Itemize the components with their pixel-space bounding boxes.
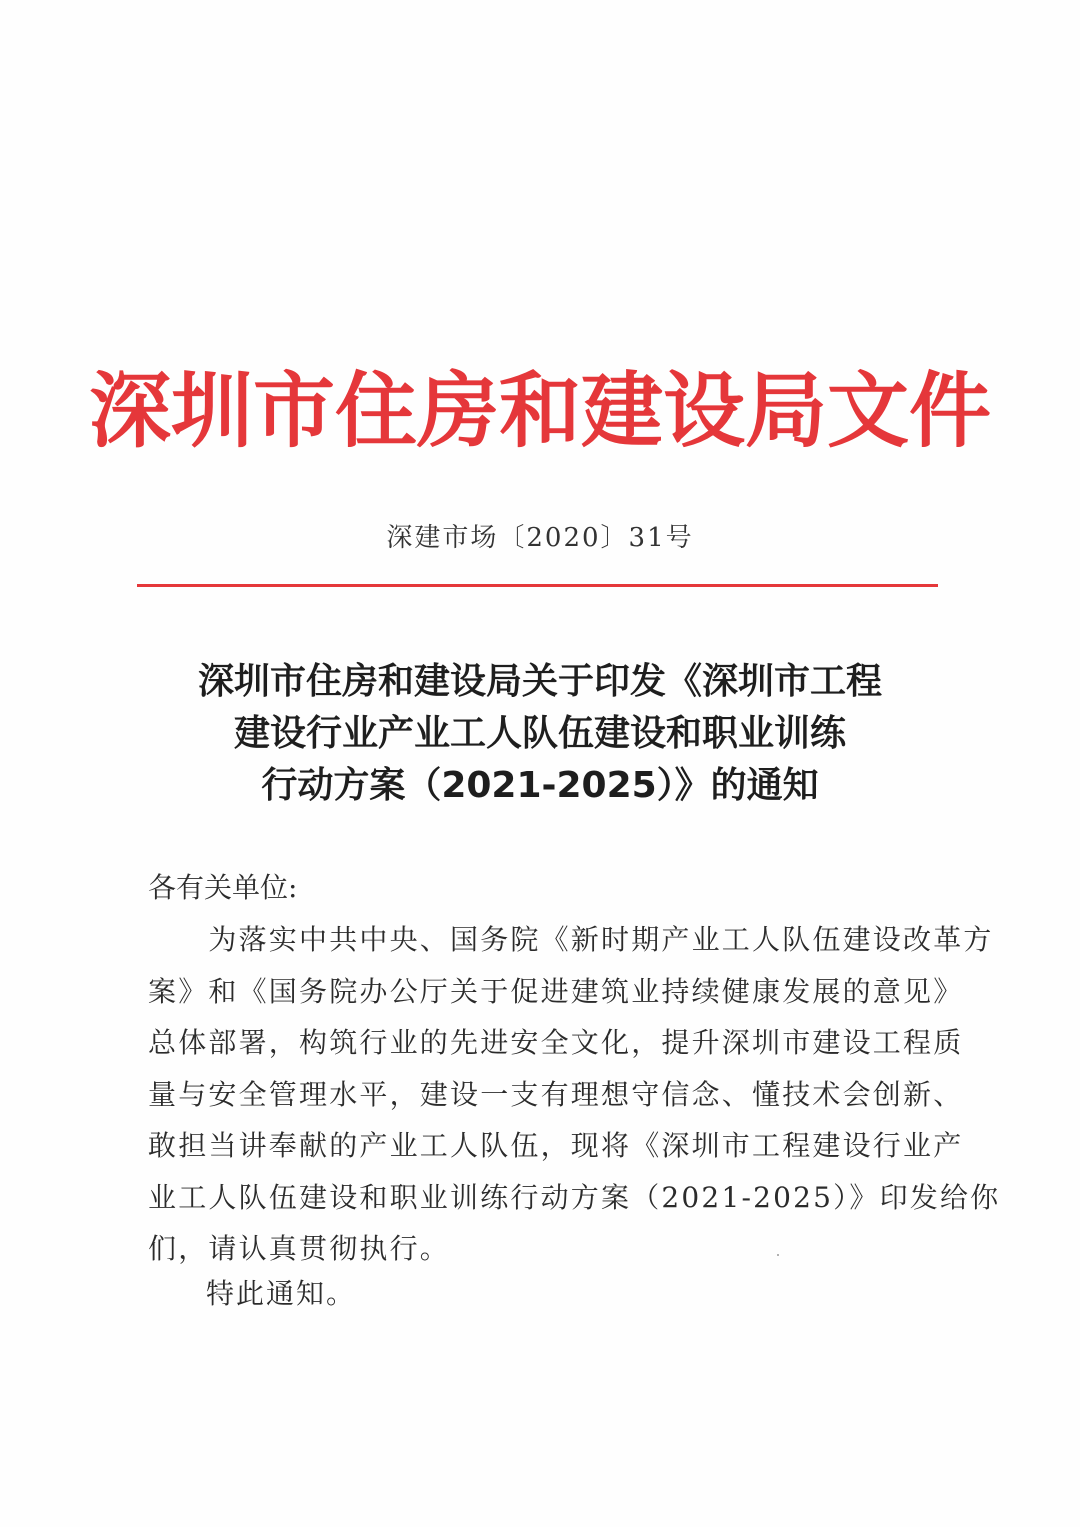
addressee: 各有关单位:	[148, 871, 298, 904]
red-divider-line	[137, 584, 938, 587]
issuing-authority-header: 深圳市住房和建设局文件	[88, 364, 991, 459]
body-line: 总体部署，构筑行业的先进安全文化，提升深圳市建设工程质	[148, 1026, 964, 1059]
body-line: 案》和《国务院办公厅关于促进建筑业持续健康发展的意见》	[148, 974, 964, 1008]
scan-speck	[777, 1254, 779, 1256]
title-line-1: 深圳市住房和建设局关于印发《深圳市工程	[197, 661, 882, 702]
closing-remark: 特此通知。	[206, 1277, 357, 1310]
document-title	[120, 656, 960, 812]
document-number: 深建市场〔2020〕31号	[386, 523, 694, 553]
title-line-2: 建设行业产业工人队伍建设和职业训练	[233, 713, 846, 754]
body-line: 业工人队伍建设和职业训练行动方案（2021-2025）》印发给你	[148, 1180, 1001, 1214]
body-line: 们，请认真贯彻执行。	[148, 1232, 451, 1265]
body-line: 量与安全管理水平，建设一支有理想守信念、懂技术会创新、	[148, 1077, 964, 1111]
body-line: 为落实中共中央、国务院《新时期产业工人队伍建设改革方	[148, 923, 994, 956]
body-paragraph	[148, 914, 1001, 1275]
title-line-3: 行动方案（2021-2025）》的通知	[261, 765, 819, 806]
body-line: 敢担当讲奉献的产业工人队伍，现将《深圳市工程建设行业产	[148, 1129, 964, 1162]
